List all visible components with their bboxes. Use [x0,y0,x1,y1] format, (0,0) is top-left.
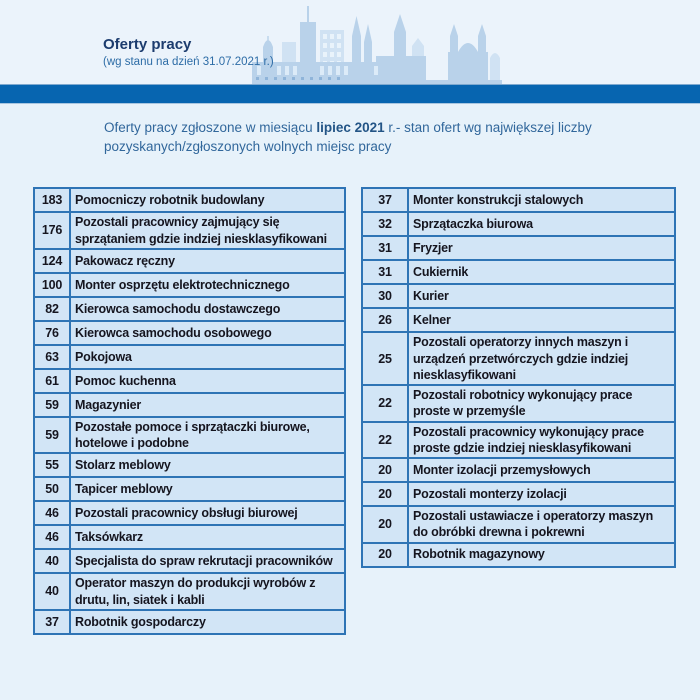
table-row [34,453,345,477]
table-row [362,458,675,482]
job-title: Kelner [408,308,675,332]
offer-count: 26 [362,308,408,332]
job-title: Pokojowa [70,345,345,369]
job-title: Kurier [408,284,675,308]
job-title: Monter izolacji przemysłowych [408,458,675,482]
offer-count: 59 [34,417,70,454]
job-title: Cukiernik [408,260,675,284]
job-title: Robotnik gospodarczy [70,610,345,634]
offer-count: 40 [34,549,70,573]
offer-count: 82 [34,297,70,321]
job-title: Fryzjer [408,236,675,260]
offer-count: 46 [34,501,70,525]
table-row [34,501,345,525]
table-row [362,260,675,284]
job-title: Robotnik magazynowy [408,543,675,567]
table-row [34,610,345,634]
table-row [362,385,675,422]
offer-count: 124 [34,249,70,273]
job-title: Tapicer meblowy [70,477,345,501]
job-title: Kierowca samochodu dostawczego [70,297,345,321]
offer-count: 32 [362,212,408,236]
job-title: Pozostali pracownicy obsługi biurowej [70,501,345,525]
table-row [34,369,345,393]
job-title: Pozostali pracownicy zajmujący się sprzątaniem gdzie indziej niesklasyfikowani [70,212,345,249]
job-title: Pozostali ustawiacze i operatorzy maszyn do obróbki drewna i pokrewni [408,506,675,543]
table-row [34,525,345,549]
offer-count: 46 [34,525,70,549]
table-row [34,549,345,573]
table-row [362,543,675,567]
table-row [362,212,675,236]
offer-count: 20 [362,458,408,482]
job-title: Stolarz meblowy [70,453,345,477]
job-title: Monter osprzętu elektrotechnicznego [70,273,345,297]
offer-count: 100 [34,273,70,297]
tables-area [33,187,700,635]
intro-text [104,118,592,156]
job-title: Pozostali robotnicy wykonujący prace proste w przemyśle [408,385,675,422]
table-row [34,321,345,345]
table-row [362,422,675,459]
table-row [362,308,675,332]
offer-count: 31 [362,260,408,284]
offer-count: 20 [362,543,408,567]
offer-count: 61 [34,369,70,393]
job-title: Pomocniczy robotnik budowlany [70,188,345,212]
intro-month-bold: lipiec 2021 [316,120,385,135]
table-row [34,212,345,249]
offers-table-right [361,187,676,567]
offer-count: 37 [34,610,70,634]
job-title: Pozostali pracownicy wykonujący prace proste gdzie indziej niesklasyfikowani [408,422,675,459]
table-row [34,188,345,212]
offer-count: 76 [34,321,70,345]
city-skyline-icon [252,0,502,84]
job-title: Taksówkarz [70,525,345,549]
page-subtitle: (wg stanu na dzień 31.07.2021 r.) [103,55,274,68]
offer-count: 63 [34,345,70,369]
page-title: Oferty pracy [103,36,192,53]
offer-count: 176 [34,212,70,249]
job-title: Pozostali monterzy izolacji [408,482,675,506]
offer-count: 50 [34,477,70,501]
intro-prefix: Oferty pracy zgłoszone w miesiącu [104,120,317,135]
offer-count: 20 [362,506,408,543]
job-title: Specjalista do spraw rekrutacji pracowników [70,549,345,573]
header [0,0,700,84]
offer-count: 183 [34,188,70,212]
table-row [34,345,345,369]
table-row [34,393,345,417]
table-row [362,284,675,308]
job-title: Operator maszyn do produkcji wyrobów z drutu, lin, siatek i kabli [70,573,345,610]
table-row [34,477,345,501]
table-row [362,332,675,385]
offer-count: 55 [34,453,70,477]
job-title: Sprzątaczka biurowa [408,212,675,236]
table-row [34,273,345,297]
table-row [34,573,345,610]
offer-count: 20 [362,482,408,506]
table-row [362,188,675,212]
job-title: Monter konstrukcji stalowych [408,188,675,212]
job-title: Magazynier [70,393,345,417]
job-title: Pomoc kuchenna [70,369,345,393]
header-text [103,37,274,68]
offer-count: 30 [362,284,408,308]
offer-count: 22 [362,385,408,422]
offer-count: 37 [362,188,408,212]
table-row [362,482,675,506]
table-row [362,236,675,260]
divider-bar [0,84,700,104]
job-title: Pozostałe pomoce i sprzątaczki biurowe, hotelowe i podobne [70,417,345,454]
offer-count: 40 [34,573,70,610]
job-title: Pakowacz ręczny [70,249,345,273]
table-row [34,417,345,454]
job-title: Kierowca samochodu osobowego [70,321,345,345]
intro-suffix: r.- stan ofert wg największej liczby pozyskanych/zgłoszonych wolnych miejsc pracy [104,120,592,155]
offer-count: 59 [34,393,70,417]
offer-count: 31 [362,236,408,260]
job-title: Pozostali operatorzy innych maszyn i urządzeń przetwórczych gdzie indziej niesklasyfikowani [408,332,675,385]
table-row [34,249,345,273]
offers-table-left [33,187,346,635]
offer-count: 25 [362,332,408,385]
table-row [362,506,675,543]
offer-count: 22 [362,422,408,459]
table-row [34,297,345,321]
